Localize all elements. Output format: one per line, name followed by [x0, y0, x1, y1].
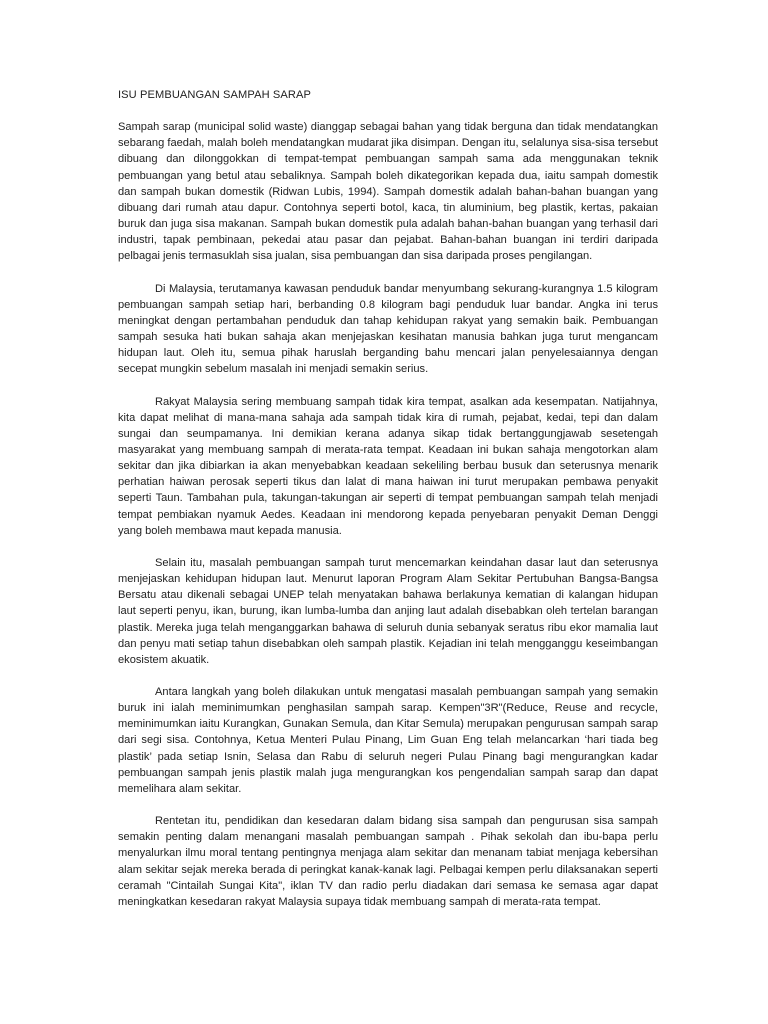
paragraph-malaysia-statistics: Di Malaysia, terutamanya kawasan penduduk bandar menyumbang sekurang-kurangnya 1.5 kilogram pembuangan sampah setiap hari, berbanding 0.8 kilogram bagi penduduk luar bandar. Angka ini terus meningkat dengan pertambahan penduduk dan tahap kehidupan rakyat yang semakin baik. Pembuangan sampah sesuka hati bukan sahaja akan menjejaskan kesihatan manusia bahkan juga turut mengancam hidupan laut. Oleh itu, semua pihak haruslah berganding bahu mencari jalan penyelesaiannya dengan secepat mungkin sebelum masalah ini menjadi semakin serius. — [118, 282, 662, 376]
paragraph-marine-pollution: Selain itu, masalah pembuangan sampah turut mencemarkan keindahan dasar laut dan seterusnya menjejaskan kehidupan hidupan laut. Menurut laporan Program Alam Sekitar Pertubuhan Bangsa-Bangsa Bersatu atau dikenali sebagai UNEP telah menyatakan bahawa berlakunya kematian di kalangan hidupan laut seperti penyu, ikan, burung, ikan lumba-lumba dan anjing laut adalah disebabkan oleh tertelan barangan plastik. Mereka juga telah menganggarkan bahawa di seluruh dunia sebanyak seratus ribu ekor mamalia laut dan penyu mati setiap tahun disebabkan oleh sampah plastik. Kejadian ini telah mengganggu keseimbangan ekosistem akuatik. — [118, 556, 662, 666]
paragraph-3r-campaign: Antara langkah yang boleh dilakukan untuk mengatasi masalah pembuangan sampah yang semakin buruk ini ialah meminimumkan penghasilan sampah sarap. Kempen"3R"(Reduce, Reuse and recycle, meminimumkan iaitu Kurangkan, Gunakan Semula, dan Kitar Semula) merupakan pengurusan sampah sarap dari segi sisa. Contohnya, Ketua Menteri Pulau Pinang, Lim Guan Eng telah melancarkan ‘hari tiada beg plastik’ pada setiap Isnin, Selasa dan Rabu di seluruh negeri Pulau Pinang bagi mengurangkan kadar pembuangan sampah jenis plastik malah juga mengurangkan kos pengendalian sampah sarap dan dapat memelihara alam sekitar. — [118, 686, 662, 795]
paragraph-littering-effects: Rakyat Malaysia sering membuang sampah tidak kira tempat, asalkan ada kesempatan. Natijahnya, kita dapat melihat di mana-mana sahaja ada sampah tidak kira di rumah, pejabat, kedai, tepi dan dalam sungai dan seumpamanya. Ini demikian kerana adanya sikap tidak bertanggungjawab sesetengah masyarakat yang membuang sampah di merata-rata tempat. Keadaan ini bukan sahaja mengotorkan alam sekitar dan jika dibiarkan ia akan menyebabkan keadaan sekeliling berbau busuk dan seterusnya menarik perhatian haiwan perosak seperti tikus dan lalat di mana haiwan ini turut merupakan pembawa penyakit seperti Taun. Tambahan pula, takungan-takungan air seperti di tempat pembuangan sampah telah menjadi tempat pembiakan nyamuk Aedes. Keadaan ini mendorong kepada penyebaran penyakit Deman Denggi yang boleh membawa maut kepada manusia. — [118, 395, 662, 537]
document-page — [118, 87, 662, 926]
paragraph-education-awareness: Rentetan itu, pendidikan dan kesedaran dalam bidang sisa sampah dan pengurusan sisa sampah semakin penting dalam menangani masalah pembuangan sampah . Pihak sekolah dan ibu-bapa perlu menyalurkan ilmu moral tentang pentingnya menjaga alam sekitar dan menanam tabiat menjaga kebersihan alam sekitar sejak mereka berada di peringkat kanak-kanak lagi. Pelbagai kempen perlu dilaksanakan seperti ceramah "Cintailah Sungai Kita", iklan TV dan radio perlu diadakan dari semasa ke semasa agar dapat meningkatkan kesedaran rakyat Malaysia supaya tidak membuang sampah di merata-rata tempat. — [118, 815, 662, 908]
paragraph-intro: Sampah sarap (municipal solid waste) dianggap sebagai bahan yang tidak berguna dan tidak mendatangkan sebarang faedah, malah boleh mendatangkan mudarat jika disimpan. Dengan itu, selalunya sisa-sisa tersebut dibuang dan dilonggokkan di tempat-tempat pembuangan sampah sama ada menggunakan teknik pembuangan yang betul atau sebaliknya. Sampah boleh dikategorikan kepada dua, iaitu sampah domestik dan sampah bukan domestik (Ridwan Lubis, 1994). Sampah domestik adalah bahan-bahan buangan yang dibuang dari rumah atau dapur. Contohnya seperti botol, kaca, tin aluminium, beg plastik, kertas, pakaian buruk dan juga sisa makanan. Sampah bukan domestik pula adalah bahan-bahan buangan yang terhasil dari industri, tapak pembinaan, pekedai atau pasar dan pejabat. Bahan-bahan buangan ini terdiri daripada pelbagai jenis termasuklah sisa jualan, sisa pembuangan dan sisa daripada proses pengilangan. — [118, 121, 662, 263]
document-title: ISU PEMBUANGAN SAMPAH SARAP — [118, 89, 311, 101]
